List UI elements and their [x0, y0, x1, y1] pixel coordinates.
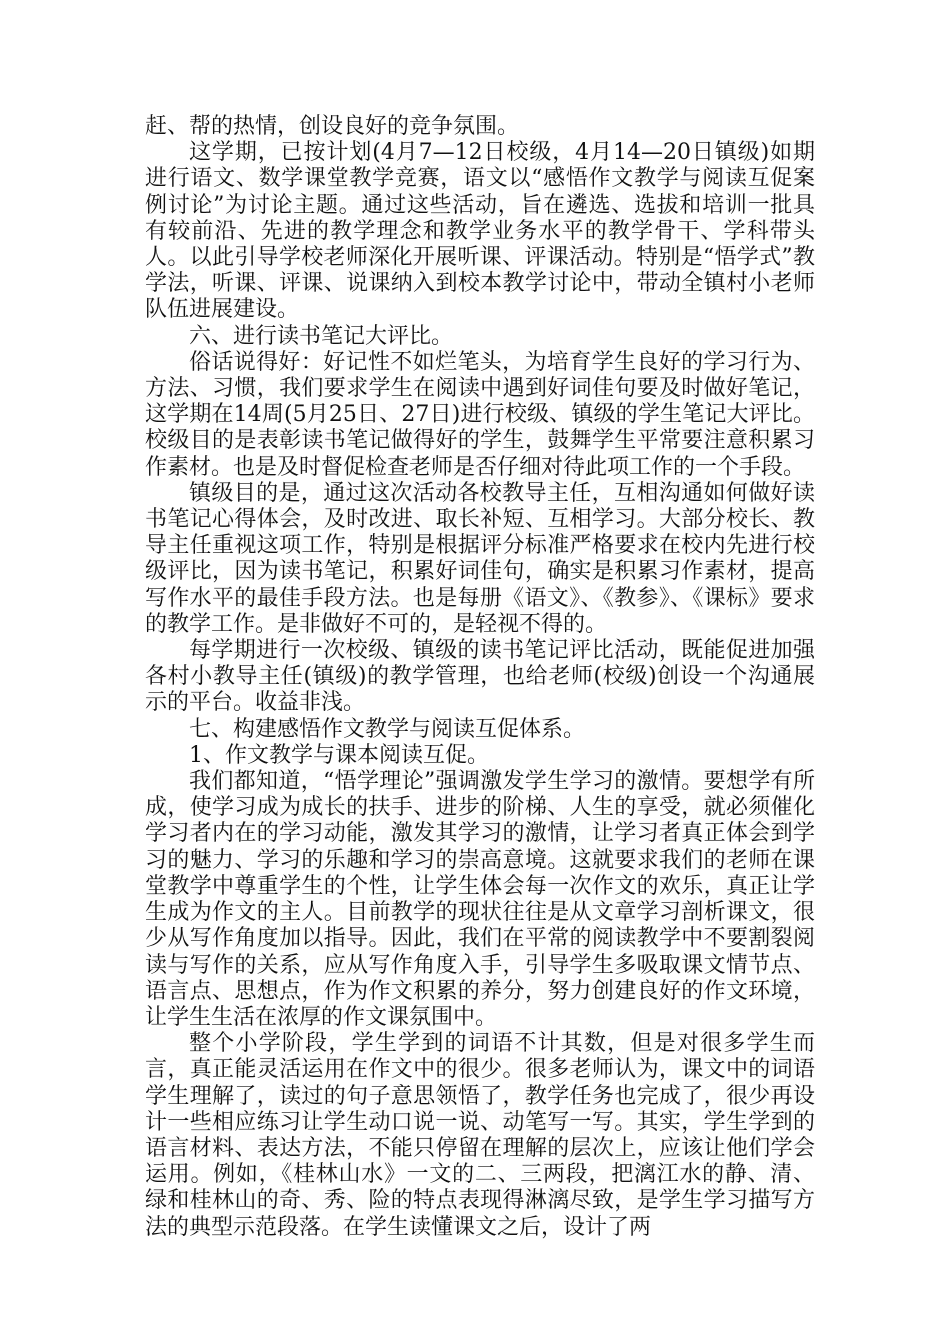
- section-heading: 七、构建感悟作文教学与阅读互促体系。: [189, 716, 586, 742]
- paragraph: 每学期进行一次校级、镇级的读书笔记评比活动，既能促进加强各村小教导主任(镇级)的教学管理，也给老师(校级)创设一个沟通展示的平台。收益非浅。: [145, 638, 815, 716]
- document-body: [145, 114, 815, 1241]
- subsection-heading: 1、作文教学与课本阅读互促。: [189, 742, 489, 768]
- paragraph: 这学期，已按计划(4月7—12日校级，4月14—20日镇级)如期进行语文、数学课堂教学竞赛，语文以“感悟作文教学与阅读互促案例讨论”为讨论主题。通过这些活动，旨在遴选、选拔和培训一批具有较前沿、先进的教学理念和教学业务水平的教学骨干、学科带头人。以此引导学校老师深化开展听课、评课活动。特别是“悟学式”教学法，听课、评课、说课纳入到校本教学讨论中，带动全镇村小老师队伍进展建设。: [145, 140, 815, 323]
- paragraph: 赶、帮的热情，创设良好的竞争氛围。: [145, 114, 520, 139]
- paragraph: 俗话说得好：好记性不如烂笔头，为培育学生良好的学习行为、方法、习惯，我们要求学生在阅读中遇到好词佳句要及时做好笔记，这学期在14周(5月25日、27日)进行校级、镇级的学生笔记大评比。校级目的是表彰读书笔记做得好的学生，鼓舞学生平常要注意积累习作素材。也是及时督促检查老师是否仔细对待此项工作的一个手段。: [145, 349, 815, 480]
- paragraph: 整个小学阶段，学生学到的词语不计其数，但是对很多学生而言，真正能灵活运用在作文中的很少。很多老师认为，课文中的词语学生理解了，读过的句子意思领悟了，教学任务也完成了，很少再设计一些相应练习让学生动口说一说、动笔写一写。其实，学生学到的语言材料、表达方法，不能只停留在理解的层次上，应该让他们学会运用。例如，《桂林山水》一文的二、三两段，把漓江水的静、清、绿和桂林山的奇、秀、险的特点表现得淋漓尽致，是学生学习描写方法的典型示范段落。在学生读懂课文之后，设计了两: [145, 1031, 815, 1240]
- section-heading: 六、进行读书笔记大评比。: [189, 323, 454, 349]
- paragraph: 镇级目的是，通过这次活动各校教导主任，互相沟通如何做好读书笔记心得体会，及时改进、取长补短、互相学习。大部分校长、教导主任重视这项工作，特别是根据评分标准严格要求在校内先进行校级评比，因为读书笔记，积累好词佳句，确实是积累习作素材，提高写作水平的最佳手段方法。也是每册《语文》、《教参》、《课标》要求的教学工作。是非做好不可的，是轻视不得的。: [145, 480, 815, 637]
- paragraph: 我们都知道，“悟学理论”强调激发学生学习的激情。要想学有所成，使学习成为成长的扶手、进步的阶梯、人生的享受，就必须催化学习者内在的学习动能，激发其学习的激情，让学习者真正体会到学习的魅力、学习的乐趣和学习的崇高意境。这就要求我们的老师在课堂教学中尊重学生的个性，让学生体会每一次作文的欢乐，真正让学生成为作文的主人。目前教学的现状往往是从文章学习剖析课文，很少从写作角度加以指导。因此，我们在平常的阅读教学中不要割裂阅读与写作的关系，应从写作角度入手，引导学生多吸取课文情节点、语言点、思想点，作为作文积累的养分，努力创建良好的作文环境，让学生生活在浓厚的作文课氛围中。: [145, 769, 815, 1030]
